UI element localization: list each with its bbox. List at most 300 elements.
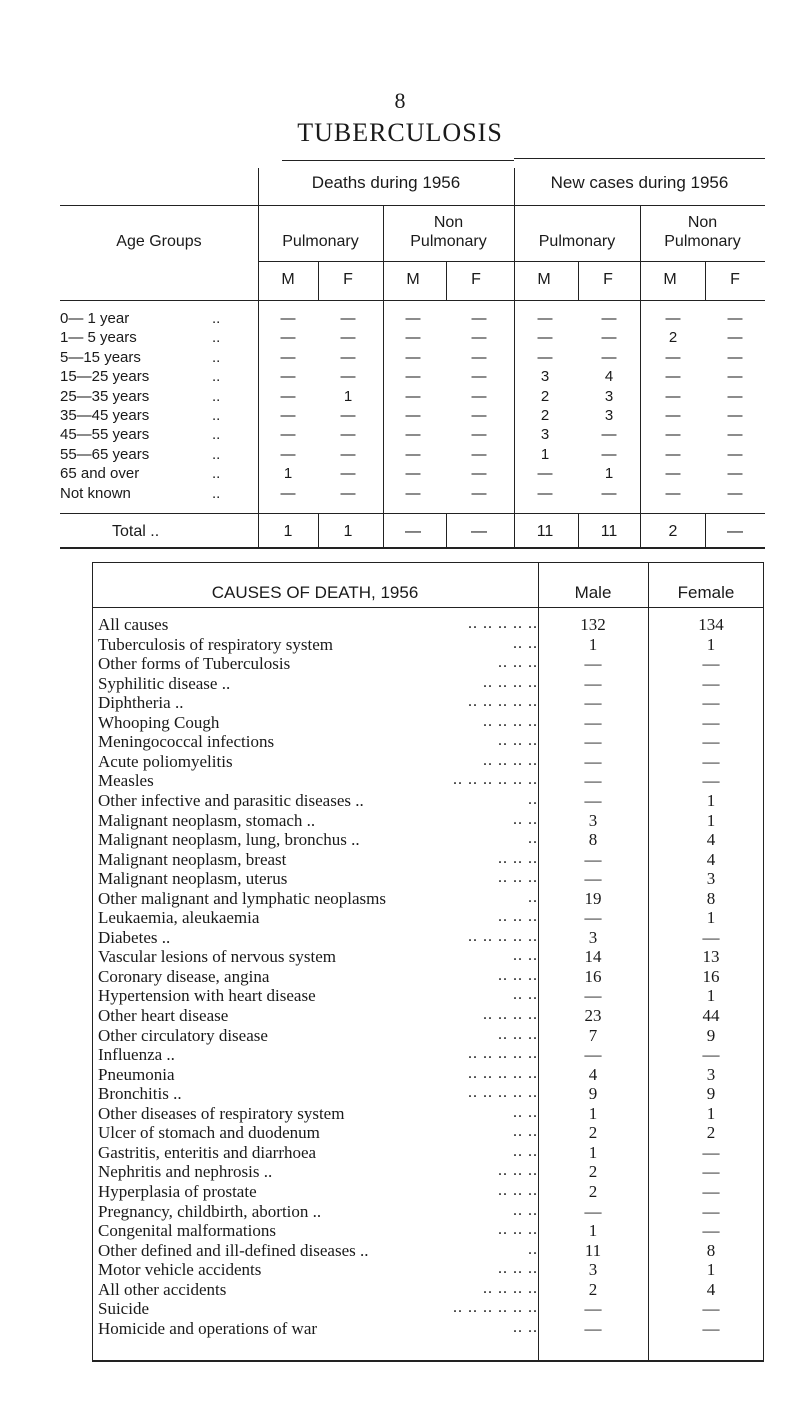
leader-dots: .. .. .. (498, 1260, 538, 1278)
leader-dots: .. .. .. (498, 1162, 538, 1180)
table-cell: — (601, 426, 617, 444)
table-cell: — (601, 445, 617, 463)
table-cell: — (537, 310, 553, 327)
cause-label: Ulcer of stomach and duodenum (98, 1123, 320, 1143)
male-value: 1 (588, 1103, 598, 1123)
female-value: 1 (706, 1260, 716, 1280)
cause-label: Syphilitic disease .. (98, 673, 231, 693)
leader-dots: .. .. (513, 1123, 538, 1141)
causes-of-death-table (92, 562, 764, 1362)
total-cell: 2 (668, 523, 678, 540)
deaths-pulmonary-header: Pulmonary (282, 233, 359, 250)
cause-label: Malignant neoplasm, breast (98, 849, 287, 869)
table-cell: — (471, 329, 487, 347)
table-cell: — (727, 426, 743, 444)
rule (92, 562, 764, 563)
cause-label: Pneumonia (98, 1064, 175, 1084)
leader-dots: .. .. .. (498, 1025, 538, 1043)
table-cell: — (665, 310, 681, 327)
table-cell: — (601, 348, 617, 366)
leader-dots: .. .. .. .. (483, 1279, 538, 1297)
f-label: F (471, 271, 481, 288)
female-value: 44 (702, 1006, 720, 1025)
leader-dots: .. .. (513, 1142, 538, 1160)
female-value: 13 (702, 947, 720, 967)
table-cell: — (727, 407, 743, 424)
table-row (92, 791, 764, 810)
table-cell: — (405, 445, 421, 463)
female-value: — (702, 732, 720, 752)
total-cell: — (405, 523, 421, 540)
leader-dots: .. .. .. .. .. (468, 927, 538, 945)
table-row (92, 1104, 764, 1123)
table-cell: — (280, 329, 296, 347)
male-value: 1 (588, 1142, 598, 1162)
table-row (92, 732, 764, 751)
table-cell: — (280, 348, 296, 366)
cause-label: Hyperplasia of prostate (98, 1181, 257, 1201)
leader-dots: .. .. (513, 1103, 538, 1121)
f-label: F (343, 271, 353, 288)
cause-label: Coronary disease, angina (98, 966, 270, 986)
rule (92, 607, 764, 608)
table-cell: 2 (540, 387, 550, 405)
table-cell: — (340, 484, 356, 502)
male-value: 23 (584, 1006, 602, 1025)
f-label: F (730, 271, 740, 288)
cause-label: Motor vehicle accidents (98, 1260, 262, 1280)
table-row (92, 908, 764, 927)
cause-label: Measles (98, 771, 154, 791)
leader-dots: .. .. .. .. (483, 673, 538, 691)
table-cell: — (727, 348, 743, 366)
cause-label: Hypertension with heart disease (98, 986, 316, 1006)
m-label: M (537, 271, 551, 288)
table-row (92, 654, 764, 673)
male-value: 3 (588, 1260, 598, 1280)
table-cell: — (665, 426, 681, 444)
leader-dots: .. .. .. (498, 849, 538, 867)
male-value: 4 (588, 1064, 598, 1084)
leader-dots: .. (212, 310, 221, 327)
deaths-non-pulmonary-header: Pulmonary (410, 233, 487, 250)
table-row (60, 446, 765, 465)
table-row (92, 771, 764, 790)
table-cell: 3 (604, 407, 614, 424)
cases-non-pulmonary-header: Pulmonary (664, 233, 741, 250)
age-group-label: 55—65 years (60, 445, 150, 463)
male-value: 9 (588, 1084, 598, 1104)
table-cell: — (727, 329, 743, 347)
cause-label: Malignant neoplasm, uterus (98, 869, 288, 889)
table-row (92, 1241, 764, 1260)
leader-dots: .. .. .. .. .. .. (453, 771, 538, 789)
table-row (92, 986, 764, 1005)
female-value: — (702, 1045, 720, 1065)
table-cell: 1 (604, 465, 614, 483)
male-value: 2 (588, 1162, 598, 1182)
table-cell: — (280, 426, 296, 444)
table-row (92, 830, 764, 849)
male-value: 3 (588, 810, 598, 830)
leader-dots: .. .. (513, 986, 538, 1004)
cause-label: Other diseases of respiratory system (98, 1103, 345, 1123)
male-value: 1 (588, 634, 598, 654)
table-cell: — (665, 465, 681, 483)
male-value: — (584, 1045, 602, 1065)
male-value: — (584, 869, 602, 889)
age-group-label: 15—25 years (60, 368, 150, 386)
table-cell: — (727, 310, 743, 327)
female-value: 1 (706, 810, 716, 830)
table-cell: — (727, 465, 743, 483)
table-cell: — (405, 465, 421, 483)
table-cell: — (340, 348, 356, 366)
rule (514, 158, 765, 159)
cause-label: Other heart disease (98, 1006, 229, 1025)
leader-dots: .. .. .. .. .. (468, 1045, 538, 1063)
cause-label: Bronchitis .. (98, 1084, 182, 1104)
table-row (92, 967, 764, 986)
table-cell: — (405, 368, 421, 386)
leader-dots: .. (212, 445, 221, 463)
page-number: 8 (394, 88, 406, 113)
leader-dots: .. (212, 368, 221, 386)
table-cell: 3 (604, 387, 614, 405)
female-value: 1 (706, 986, 716, 1006)
female-value: 9 (706, 1025, 716, 1045)
table-cell: — (405, 407, 421, 424)
table-cell: 1 (283, 465, 293, 483)
female-value: — (702, 1142, 720, 1162)
cause-label: Tuberculosis of respiratory system (98, 634, 333, 654)
male-value: — (584, 1299, 602, 1319)
table-cell: — (405, 426, 421, 444)
table-cell: — (665, 387, 681, 405)
table-row (92, 693, 764, 712)
table-row (92, 889, 764, 908)
table-cell: — (601, 484, 617, 502)
cause-label: Nephritis and nephrosis .. (98, 1162, 273, 1182)
total-cell: 1 (283, 523, 293, 540)
page-title: TUBERCULOSIS (297, 118, 503, 147)
table-cell: — (727, 387, 743, 405)
cause-label: Malignant neoplasm, stomach .. (98, 810, 316, 830)
rule (60, 513, 765, 514)
table-cell: — (537, 484, 553, 502)
leader-dots: .. (212, 426, 221, 444)
rule (282, 160, 514, 161)
cause-label: Other defined and ill-defined diseases .. (98, 1240, 369, 1260)
female-value: 1 (706, 790, 716, 810)
cause-label: Other malignant and lymphatic neoplasms (98, 888, 386, 908)
male-value: 19 (584, 888, 602, 908)
m-label: M (406, 271, 420, 288)
table-cell: 2 (540, 407, 550, 424)
table-cell: 4 (604, 368, 614, 386)
age-group-label: 5—15 years (60, 348, 141, 366)
cause-label: Pregnancy, childbirth, abortion .. (98, 1201, 322, 1221)
table-cell: — (340, 310, 356, 327)
table-cell: — (471, 368, 487, 386)
male-value: 11 (584, 1240, 602, 1260)
leader-dots: .. .. (513, 810, 538, 828)
male-value: 8 (588, 830, 598, 850)
age-group-label: Not known (60, 484, 131, 502)
age-groups-header: Age Groups (116, 233, 202, 250)
cases-non-header: Non (687, 214, 718, 231)
table-cell: — (471, 445, 487, 463)
table-row (60, 485, 765, 504)
cause-label: Diphtheria .. (98, 693, 184, 713)
table-cell: — (280, 368, 296, 386)
table-cell: — (727, 445, 743, 463)
table-row (92, 1123, 764, 1142)
table-cell: — (405, 310, 421, 327)
cause-label: Leukaemia, aleukaemia (98, 908, 260, 928)
male-value: — (584, 654, 602, 674)
leader-dots: .. .. .. (498, 966, 538, 984)
age-group-label: 65 and over (60, 465, 140, 483)
female-value: 8 (706, 1240, 716, 1260)
table-row (60, 388, 765, 407)
male-value: — (584, 986, 602, 1006)
table-cell: — (471, 387, 487, 405)
table-row (92, 928, 764, 947)
table-cell: — (405, 348, 421, 366)
age-group-label: 45—55 years (60, 426, 150, 444)
leader-dots: .. .. .. .. .. (468, 1064, 538, 1082)
male-value: — (584, 849, 602, 869)
leader-dots: .. (528, 830, 538, 848)
female-value: 1 (706, 908, 716, 928)
table-cell: — (471, 465, 487, 483)
table-row (92, 1065, 764, 1084)
leader-dots: .. .. .. .. .. (468, 693, 538, 711)
male-value: — (584, 673, 602, 693)
female-value: — (702, 1162, 720, 1182)
table-cell: — (665, 484, 681, 502)
female-value: — (702, 927, 720, 947)
leader-dots: .. .. .. .. .. (468, 615, 538, 632)
cause-label: All causes (98, 615, 169, 634)
leader-dots: .. .. (513, 634, 538, 652)
table-row (92, 1260, 764, 1279)
female-value: 134 (698, 615, 724, 634)
leader-dots: .. .. (513, 1318, 538, 1336)
table-cell: — (340, 329, 356, 347)
female-value: 3 (706, 869, 716, 889)
leader-dots: .. .. .. (498, 908, 538, 926)
table-row (92, 752, 764, 771)
table-cell: — (280, 407, 296, 424)
age-group-label: 1— 5 years (60, 329, 137, 347)
female-value: — (702, 693, 720, 713)
male-value: 132 (580, 615, 606, 634)
table-cell: — (727, 368, 743, 386)
table-cell: — (471, 426, 487, 444)
table-cell: — (537, 329, 553, 347)
male-value: 2 (588, 1279, 598, 1299)
male-value: 16 (584, 966, 602, 986)
cause-label: Vascular lesions of nervous system (98, 947, 336, 967)
table-cell: — (280, 445, 296, 463)
table-row (92, 850, 764, 869)
male-value: — (584, 693, 602, 713)
table-cell: — (471, 484, 487, 502)
table-cell: — (405, 484, 421, 502)
table-row (92, 1299, 764, 1318)
cause-label: Acute poliomyelitis (98, 751, 233, 771)
female-value: — (702, 1299, 720, 1319)
female-value: — (702, 673, 720, 693)
table-cell: 2 (668, 329, 678, 347)
rule (60, 300, 765, 301)
female-value: 2 (706, 1123, 716, 1143)
table-row (92, 1006, 764, 1025)
leader-dots: .. .. .. (498, 869, 538, 887)
table-cell: 1 (540, 445, 550, 463)
table-cell: — (340, 445, 356, 463)
table-cell: — (340, 465, 356, 483)
table-row (92, 811, 764, 830)
leader-dots: .. (212, 348, 221, 366)
cause-label: All other accidents (98, 1279, 227, 1299)
male-value: — (584, 1201, 602, 1221)
cause-label: Other infective and parasitic diseases .. (98, 790, 364, 810)
leader-dots: .. (528, 790, 538, 808)
table-cell: — (405, 329, 421, 347)
male-value: 3 (588, 927, 598, 947)
male-value: — (584, 751, 602, 771)
table-cell: 3 (540, 426, 550, 444)
m-label: M (663, 271, 677, 288)
leader-dots: .. (212, 329, 221, 347)
female-value: 1 (706, 1103, 716, 1123)
deaths-header: Deaths during 1956 (311, 173, 461, 192)
table-row (92, 1162, 764, 1181)
female-value: 4 (706, 1279, 716, 1299)
male-value: — (584, 771, 602, 791)
table-cell: 1 (343, 387, 353, 405)
table-cell: — (665, 407, 681, 424)
table-cell: — (340, 368, 356, 386)
male-value: 2 (588, 1123, 598, 1143)
leader-dots: .. .. .. (498, 654, 538, 672)
leader-dots: .. .. (513, 947, 538, 965)
female-value: — (702, 751, 720, 771)
table-cell: — (537, 465, 553, 483)
female-value: — (702, 771, 720, 791)
total-cell: 11 (536, 523, 554, 540)
female-value: 4 (706, 849, 716, 869)
table-row (92, 1202, 764, 1221)
table-cell: — (405, 387, 421, 405)
total-cell: — (471, 523, 487, 540)
leader-dots: .. (212, 407, 221, 424)
male-value: 14 (584, 947, 602, 967)
table-cell: — (665, 368, 681, 386)
leader-dots: .. .. .. .. (483, 1006, 538, 1023)
table-cell: — (280, 387, 296, 405)
leader-dots: .. .. .. (498, 1181, 538, 1199)
table-row (92, 615, 764, 634)
female-value: — (702, 1181, 720, 1201)
table-row (92, 1084, 764, 1103)
female-value: 1 (706, 634, 716, 654)
male-header: Male (574, 583, 612, 602)
table-cell: — (537, 348, 553, 366)
table-row (60, 329, 765, 348)
leader-dots: .. .. .. .. (483, 751, 538, 769)
table-row (92, 1221, 764, 1240)
female-value: — (702, 712, 720, 732)
table-cell: — (665, 445, 681, 463)
rule (60, 205, 765, 206)
leader-dots: .. (212, 465, 221, 483)
table-cell: — (471, 407, 487, 424)
table-cell: — (280, 310, 296, 327)
leader-dots: .. .. .. (498, 732, 538, 750)
female-value: 8 (706, 888, 716, 908)
female-value: — (702, 1318, 720, 1338)
male-value: — (584, 790, 602, 810)
female-value: — (702, 1221, 720, 1241)
table-cell: — (665, 348, 681, 366)
leader-dots: .. .. .. (498, 1221, 538, 1239)
age-group-label: 25—35 years (60, 387, 150, 405)
female-header: Female (677, 583, 735, 602)
table-row (92, 1280, 764, 1299)
leader-dots: .. .. .. .. .. .. (453, 1299, 538, 1317)
male-value: — (584, 908, 602, 928)
table-row (60, 465, 765, 484)
table-cell: — (727, 484, 743, 502)
rule (60, 547, 765, 549)
table-cell: 3 (540, 368, 550, 386)
female-value: 16 (702, 966, 720, 986)
rule (258, 261, 765, 262)
leader-dots: .. (212, 387, 221, 405)
total-cell: — (727, 523, 743, 540)
total-cell: 1 (343, 523, 353, 540)
female-value: 9 (706, 1084, 716, 1104)
cause-label: Homicide and operations of war (98, 1318, 318, 1338)
leader-dots: .. (528, 1240, 538, 1258)
table-row (92, 1182, 764, 1201)
new-cases-header: New cases during 1956 (550, 173, 729, 192)
deaths-non-header: Non (433, 214, 464, 231)
total-label: Total .. (112, 523, 160, 540)
table-row (60, 349, 765, 368)
table-row (92, 869, 764, 888)
table-row (92, 1319, 764, 1338)
cause-label: Gastritis, enteritis and diarrhoea (98, 1142, 317, 1162)
rule (92, 1360, 764, 1362)
male-value: 2 (588, 1181, 598, 1201)
table-cell: — (471, 348, 487, 366)
table-row (92, 947, 764, 966)
cause-label: Malignant neoplasm, lung, bronchus .. (98, 830, 360, 850)
table-cell: — (471, 310, 487, 327)
table-row (92, 713, 764, 732)
table-row (92, 1143, 764, 1162)
male-value: — (584, 712, 602, 732)
cause-label: Suicide (98, 1299, 149, 1319)
f-label: F (603, 271, 613, 288)
leader-dots: .. .. .. .. .. (468, 1084, 538, 1102)
cause-label: Congenital malformations (98, 1221, 276, 1241)
